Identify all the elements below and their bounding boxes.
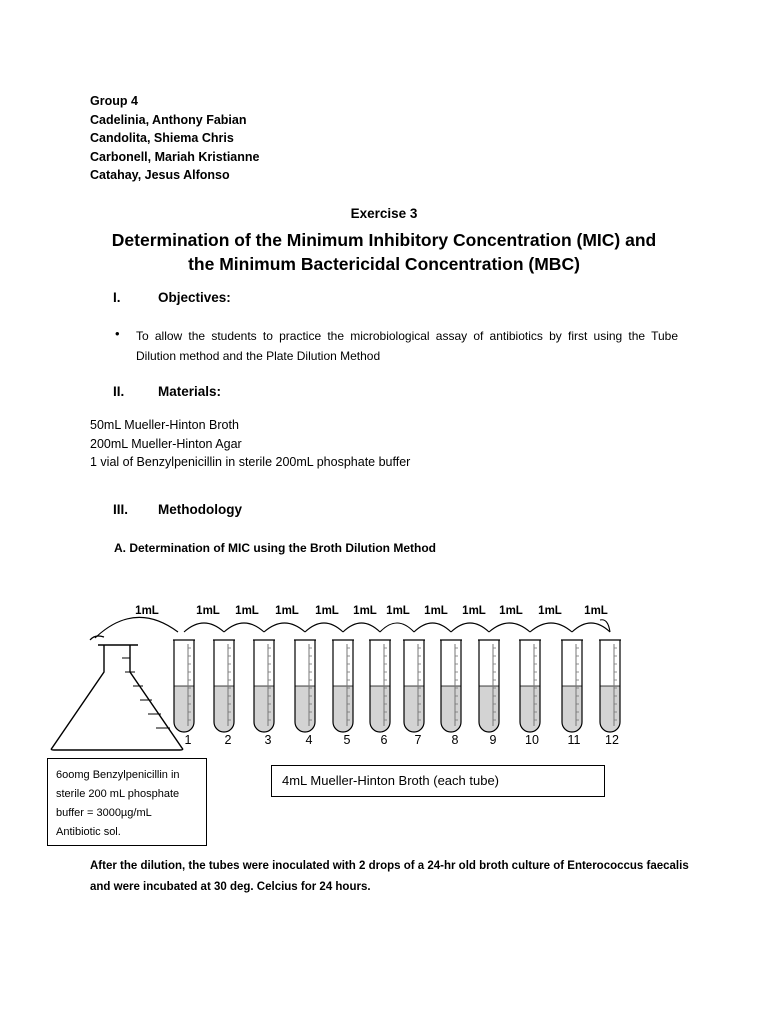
test-tube <box>599 640 621 732</box>
transfer-arc <box>451 623 489 632</box>
test-tube <box>561 640 583 732</box>
group-label: Group 4 <box>90 94 138 108</box>
transfer-volume-label: 1mL <box>135 605 159 617</box>
group-info <box>90 92 259 185</box>
material-item: 50mL Mueller-Hinton Broth <box>90 418 239 432</box>
document-title <box>60 228 708 276</box>
transfer-arc <box>489 623 530 632</box>
objective-text: To allow the students to practice the microbiological assay of antibiotics by first using the Tube Dilution method and the Plate Dilution Method <box>136 329 678 363</box>
material-item: 1 vial of Benzylpenicillin in sterile 200mL phosphate buffer <box>90 455 411 469</box>
tube-number: 1 <box>184 733 192 747</box>
section-number: III. <box>113 502 129 517</box>
tube-number: 7 <box>414 733 422 747</box>
tube-number: 2 <box>224 733 232 747</box>
test-tube <box>403 640 425 732</box>
test-tube <box>332 640 354 732</box>
test-tube <box>213 640 235 732</box>
transfer-arc <box>572 623 610 632</box>
transfer-volume-label: 1mL <box>499 605 523 617</box>
transfer-volume-label: 1mL <box>584 605 608 617</box>
materials-list <box>90 416 410 472</box>
transfer-arc <box>305 623 343 632</box>
title-line: the Minimum Bactericidal Concentration (MBC) <box>188 254 580 274</box>
transfer-volume-label: 1mL <box>353 605 377 617</box>
stock-solution-box <box>47 758 207 846</box>
subsection-heading: A. Determination of MIC using the Broth Dilution Method <box>114 541 436 555</box>
section-number: I. <box>113 290 121 305</box>
member-name: Candolita, Shiema Chris <box>90 131 234 145</box>
stock-line: 6oomg Benzylpenicillin in <box>56 769 180 781</box>
transfer-volume-label: 1mL <box>235 605 259 617</box>
tube-number: 12 <box>605 733 619 747</box>
transfer-arc <box>380 623 414 632</box>
transfer-arc <box>414 623 451 632</box>
exercise-label: Exercise 3 <box>350 206 418 221</box>
test-tube <box>294 640 316 732</box>
test-tube <box>478 640 500 732</box>
stock-line: buffer = 3000µg/mL <box>56 807 152 819</box>
tube-number: 9 <box>489 733 497 747</box>
stock-line: Antibiotic sol. <box>56 826 121 838</box>
member-name: Cadelinia, Anthony Fabian <box>90 112 247 127</box>
bullet-icon: • <box>115 326 120 341</box>
transfer-volume-label: 1mL <box>196 605 220 617</box>
after-dilution-text: After the dilution, the tubes were inoculated with 2 drops of a 24-hr old broth culture of Enterococcus faecalis and were incubated at 30 deg. Celcius for 24 hours. <box>90 860 689 893</box>
member-name: Carbonell, Mariah Kristianne <box>90 149 260 164</box>
transfer-volume-label: 1mL <box>386 605 410 617</box>
transfer-arc <box>264 623 305 632</box>
tube-number: 11 <box>567 733 581 747</box>
transfer-arc <box>224 623 264 632</box>
broth-volume-box: 4mL Mueller-Hinton Broth (each tube) <box>271 765 605 797</box>
section-heading-objectives: Objectives: <box>158 290 231 305</box>
tube-number: 10 <box>525 733 539 747</box>
test-tube <box>369 640 391 732</box>
transfer-arc <box>530 623 572 632</box>
broth-dilution-diagram <box>0 590 768 760</box>
transfer-arc <box>184 623 224 632</box>
stock-line: sterile 200 mL phosphate <box>56 788 180 800</box>
transfer-volume-label: 1mL <box>315 605 339 617</box>
tube-number: 8 <box>451 733 459 747</box>
transfer-arc <box>343 623 380 632</box>
transfer-volume-label: 1mL <box>275 605 299 617</box>
test-tube <box>173 640 195 732</box>
transfer-arc <box>95 617 178 638</box>
title-line: Determination of the Minimum Inhibitory Concentration (MIC) and <box>111 230 657 250</box>
material-item: 200mL Mueller-Hinton Agar <box>90 436 242 451</box>
test-tube <box>440 640 462 732</box>
test-tube <box>253 640 275 732</box>
tube-number: 6 <box>380 733 388 747</box>
tube-number: 4 <box>305 733 313 747</box>
transfer-volume-label: 1mL <box>538 605 562 617</box>
section-number: II. <box>113 384 125 399</box>
member-name: Catahay, Jesus Alfonso <box>90 168 230 182</box>
test-tube <box>519 640 541 732</box>
transfer-volume-label: 1mL <box>424 605 448 617</box>
section-heading-materials: Materials: <box>158 384 222 399</box>
tube-number: 5 <box>343 733 351 747</box>
transfer-volume-label: 1mL <box>462 605 486 617</box>
flask-icon <box>51 636 182 750</box>
section-heading-methodology: Methodology <box>158 502 242 517</box>
tube-number: 3 <box>264 733 272 747</box>
